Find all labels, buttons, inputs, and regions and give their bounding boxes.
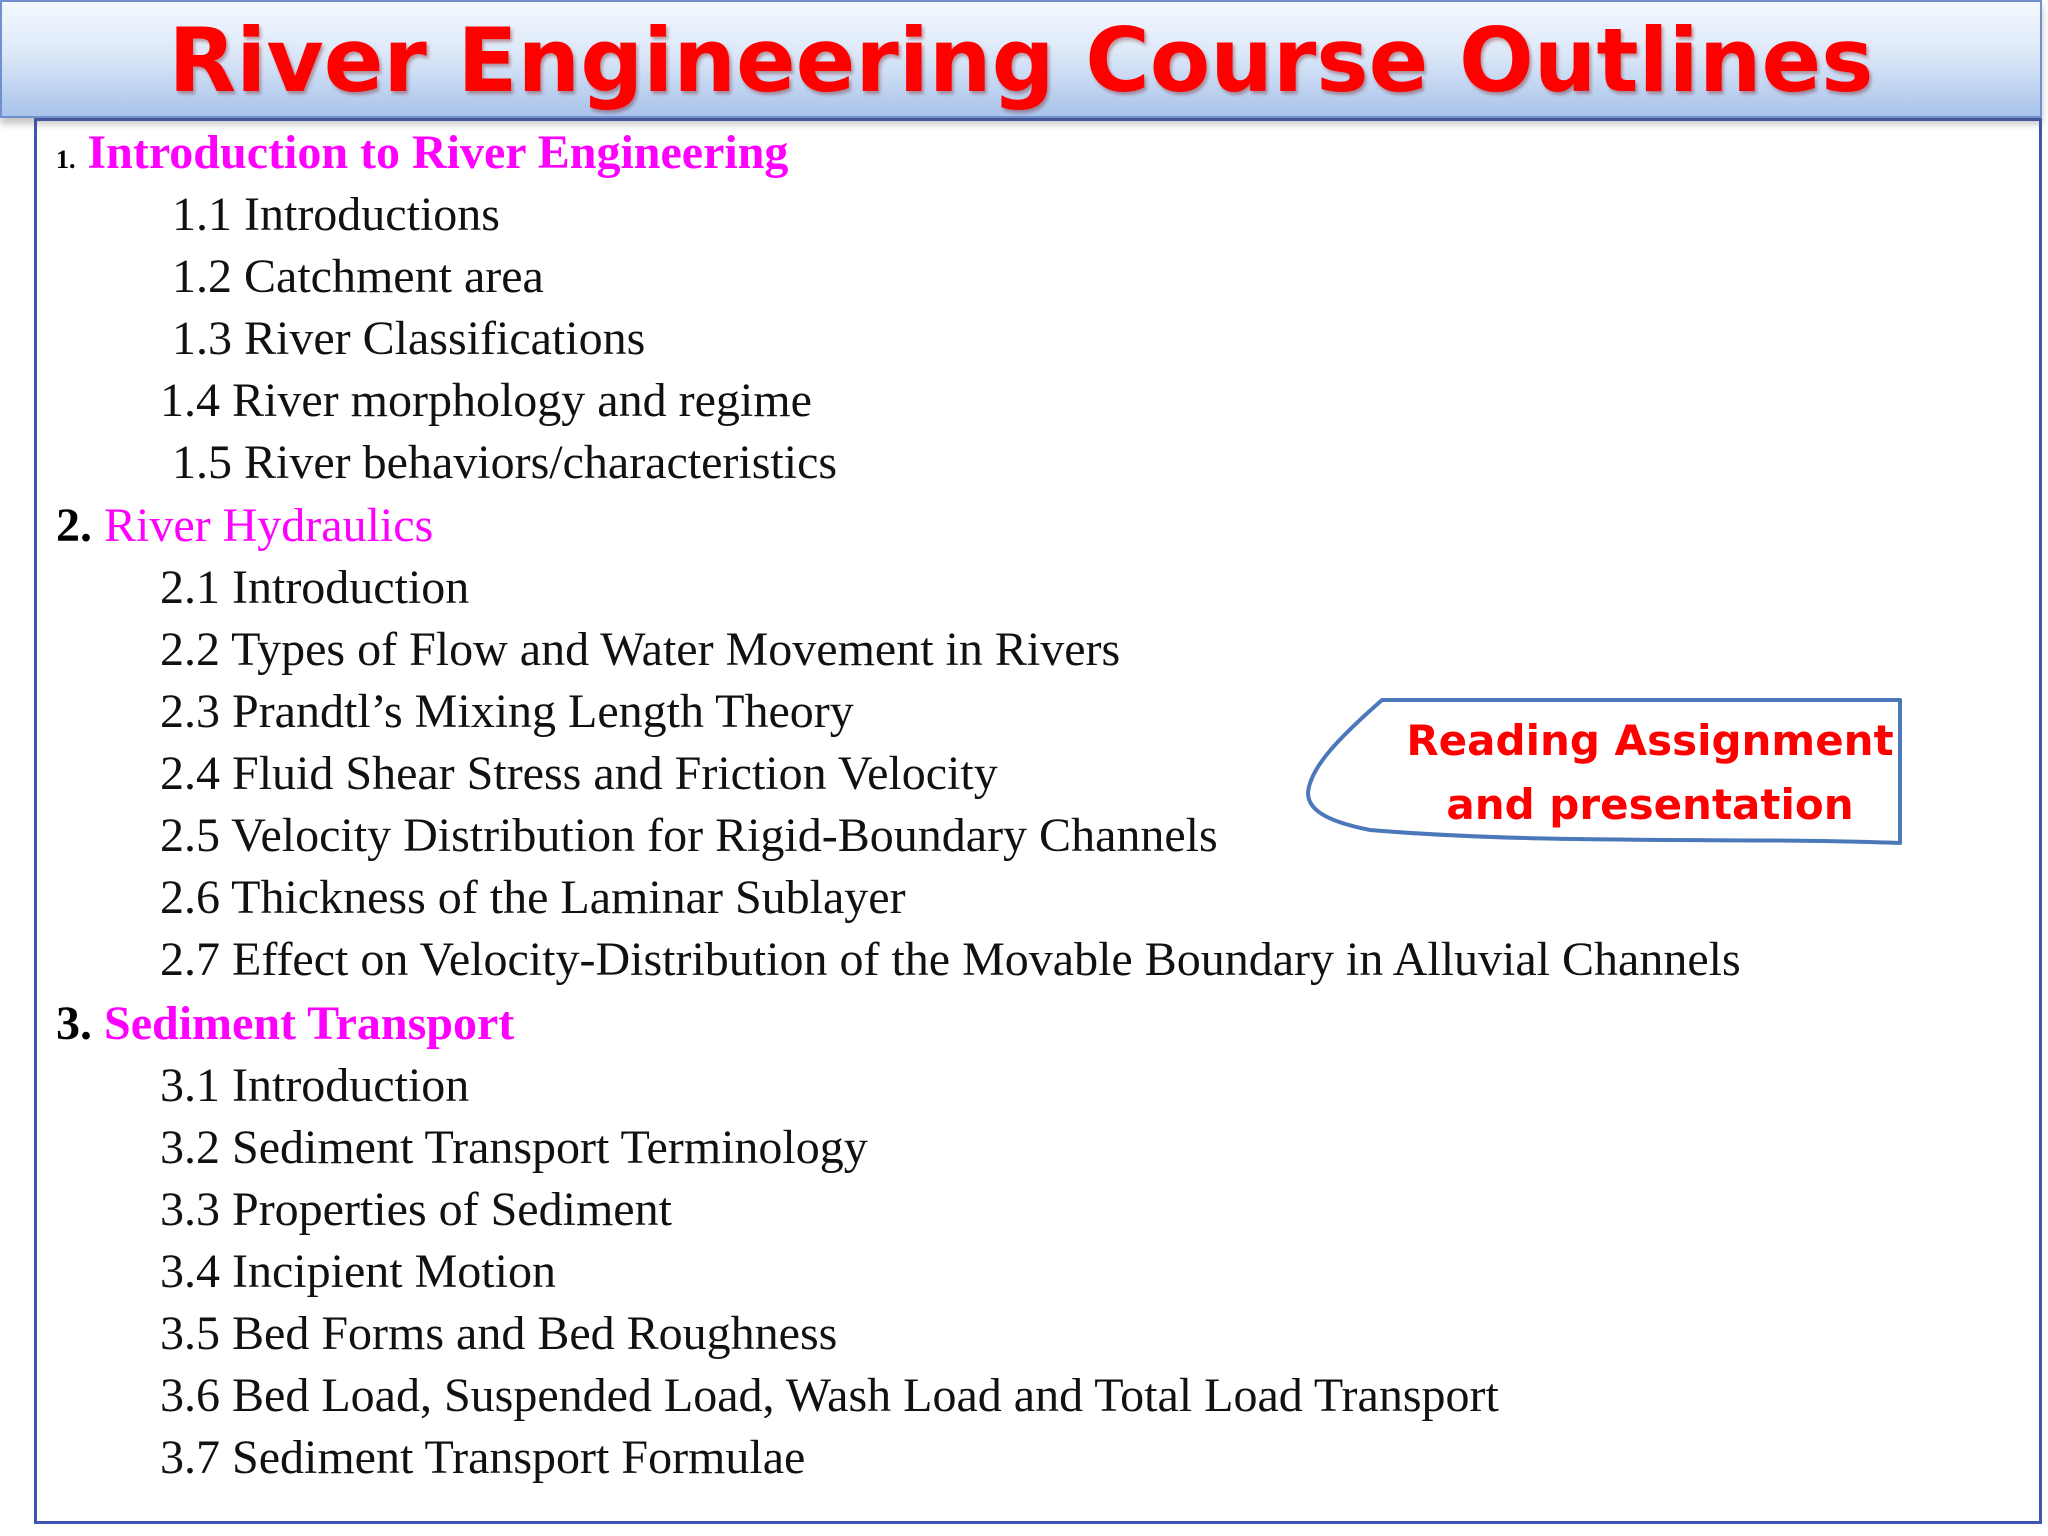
outline-item-2-2: 2.2 Types of Flow and Water Movement in Rivers xyxy=(160,623,1121,676)
section-3-number: 3. xyxy=(56,997,92,1050)
outline-item-1-4: 1.4 River morphology and regime xyxy=(160,374,812,427)
outline-item-2-1: 2.1 Introduction xyxy=(160,561,470,614)
outline-item-1-3: 1.3 River Classifications xyxy=(172,312,646,365)
section-1-heading xyxy=(56,122,788,191)
outline-item-3-3: 3.3 Properties of Sediment xyxy=(160,1183,672,1236)
section-3-title: Sediment Transport xyxy=(104,997,515,1050)
section-1-number: 1. xyxy=(56,145,76,174)
outline-item-2-3: 2.3 Prandtl’s Mixing Length Theory xyxy=(160,685,854,738)
section-2-title: River Hydraulics xyxy=(104,499,434,552)
outline-item-1-5: 1.5 River behaviors/characteristics xyxy=(172,436,838,489)
callout-text xyxy=(1400,709,1900,837)
outline-item-2-4: 2.4 Fluid Shear Stress and Friction Velocity xyxy=(160,747,998,800)
outline-item-2-6: 2.6 Thickness of the Laminar Sublayer xyxy=(160,871,906,924)
outline-item-1-1: 1.1 Introductions xyxy=(172,188,500,241)
outline-item-3-5: 3.5 Bed Forms and Bed Roughness xyxy=(160,1307,838,1360)
section-2-heading xyxy=(56,495,433,557)
outline-item-3-7: 3.7 Sediment Transport Formulae xyxy=(160,1431,806,1484)
reading-assignment-callout xyxy=(1300,695,1910,850)
outline-item-2-7: 2.7 Effect on Velocity-Distribution of the Movable Boundary in Alluvial Channels xyxy=(160,933,1741,986)
callout-line-2: and presentation xyxy=(1446,780,1854,829)
section-2-number: 2. xyxy=(56,499,92,552)
outline-item-3-1: 3.1 Introduction xyxy=(160,1059,470,1112)
section-1-title: Introduction to River Engineering xyxy=(87,126,789,179)
outline-item-3-2: 3.2 Sediment Transport Terminology xyxy=(160,1121,868,1174)
outline-item-1-2: 1.2 Catchment area xyxy=(172,250,544,303)
callout-line-1: Reading Assignment xyxy=(1406,716,1894,765)
title-banner xyxy=(0,0,2042,118)
outline-item-2-5: 2.5 Velocity Distribution for Rigid-Boundary Channels xyxy=(160,809,1218,862)
outline-item-3-6: 3.6 Bed Load, Suspended Load, Wash Load and Total Load Transport xyxy=(160,1369,1499,1422)
slide-title: River Engineering Course Outlines xyxy=(168,9,1874,112)
outline-item-3-4: 3.4 Incipient Motion xyxy=(160,1245,556,1298)
section-3-heading xyxy=(56,993,514,1055)
